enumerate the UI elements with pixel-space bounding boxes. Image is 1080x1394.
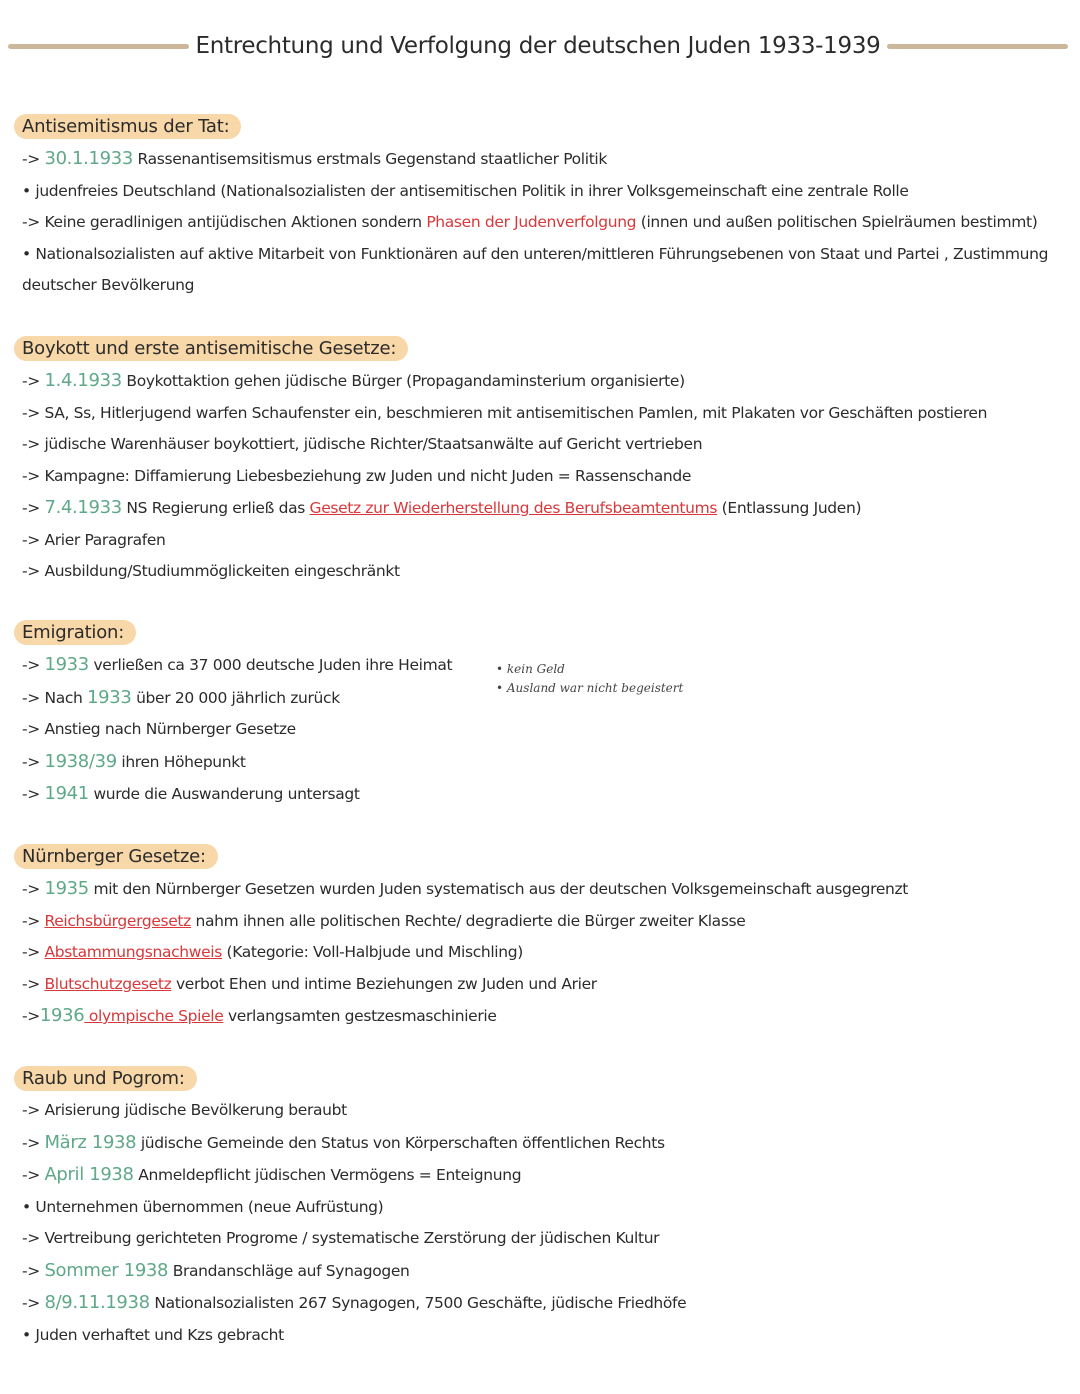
- highlight-term: Gesetz zur Wiederherstellung des Berufsbeamtentums: [309, 499, 718, 517]
- note-line: -> Nach 1933 über 20 000 jährlich zurück: [22, 686, 340, 708]
- title-row: [8, 26, 1068, 66]
- date-mark: 1933: [87, 686, 132, 708]
- note-line: • Juden verhaftet und Kzs gebracht: [22, 1325, 284, 1344]
- date-mark: Sommer 1938: [44, 1259, 169, 1281]
- note-line: -> 1933 verließen ca 37 000 deutsche Juden ihre Heimat: [22, 654, 453, 675]
- page-title: Entrechtung und Verfolgung der deutschen Juden 1933-1939: [195, 33, 881, 59]
- note-line: -> Anstieg nach Nürnberger Gesetze: [22, 720, 296, 738]
- note-line: -> 7.4.1933 NS Regierung erließ das Gesetz zur Wiederherstellung des Berufsbeamtentums (Entlassung Juden): [22, 497, 862, 518]
- note-line: -> 1935 mit den Nürnberger Gesetzen wurden Juden systematisch aus der deutschen Volksgemeinschaft ausgegrenzt: [22, 878, 909, 899]
- date-mark: 1941: [44, 783, 89, 804]
- handwritten-note: • kein Geld • Ausland war nicht begeistert: [496, 662, 684, 695]
- note-line: -> Kampagne: Diffamierung Liebesbeziehung zw Juden und nicht Juden = Rassenschande: [22, 466, 692, 485]
- note-line: -> 1941 wurde die Auswanderung untersagt: [22, 783, 360, 804]
- note-line: -> 8/9.11.1938 Nationalsozialisten 267 Synagogen, 7500 Geschäfte, jüdische Friedhöfe: [22, 1292, 687, 1313]
- note-line: -> April 1938 Anmeldepflicht jüdischen Vermögens = Enteignung: [22, 1164, 522, 1185]
- note-line: • Nationalsozialisten auf aktive Mitarbeit von Funktionären auf den unteren/mittleren Führungsebenen von Staat und Partei , Zustimmung deutscher Bevölkerung: [22, 244, 1049, 294]
- section-nuernberger-gesetze: [14, 844, 1064, 1033]
- note-line: -> Sommer 1938 Brandanschläge auf Synagogen: [22, 1259, 410, 1281]
- note-line: -> SA, Ss, Hitlerjugend warfen Schaufenster ein, beschmieren mit antisemitischen Pamlen, mit Plakaten vor Geschäften postieren: [22, 403, 988, 422]
- date-mark: 1935: [44, 878, 89, 899]
- note-line: -> Arier Paragrafen: [22, 530, 166, 549]
- highlight-term: Abstammungsnachweis: [44, 943, 222, 961]
- section-heading: Raub und Pogrom:: [14, 1066, 197, 1091]
- section-heading: Nürnberger Gesetze:: [14, 844, 218, 869]
- date-mark: 1938/39: [44, 750, 117, 772]
- highlight-term: Phasen der Judenverfolgung: [426, 213, 637, 231]
- note-line: -> März 1938 jüdische Gemeinde den Status von Körperschaften öffentlichen Rechts: [22, 1131, 665, 1153]
- date-mark: März 1938: [44, 1131, 137, 1153]
- date-mark: April 1938: [44, 1164, 134, 1185]
- date-mark: 1.4.1933: [44, 370, 122, 391]
- section-heading: Antisemitismus der Tat:: [14, 114, 241, 139]
- note-line: -> jüdische Warenhäuser boykottiert, jüdische Richter/Staatsanwälte auf Gericht vertrieben: [22, 435, 703, 453]
- highlight-term: olympische Spiele: [84, 1007, 224, 1025]
- section-heading: Boykott und erste antisemitische Gesetze:: [14, 336, 408, 361]
- date-mark: 1936: [39, 1005, 85, 1026]
- note-line: • judenfreies Deutschland (Nationalsozialisten der antisemitischen Politik in ihrer Volksgemeinschaft eine zentrale Rolle: [22, 181, 909, 200]
- note-line: -> Blutschutzgesetz verbot Ehen und intime Beziehungen zw Juden und Arier: [22, 974, 597, 993]
- note-line: -> Abstammungsnachweis (Kategorie: Voll-Halbjude und Mischling): [22, 943, 523, 961]
- title-rule-right: [887, 44, 1068, 49]
- note-line: -> Vertreibung gerichteten Progrome / systematische Zerstörung der jüdischen Kultur: [22, 1229, 660, 1247]
- note-line: -> Arisierung jüdische Bevölkerung beraubt: [22, 1101, 347, 1119]
- date-mark: 7.4.1933: [44, 497, 122, 518]
- note-line: -> Reichsbürgergesetz nahm ihnen alle politischen Rechte/ degradierte die Bürger zweiter Klasse: [22, 911, 746, 930]
- title-rule-left: [8, 44, 189, 49]
- section-heading: Emigration:: [14, 620, 136, 645]
- date-mark: 1933: [44, 654, 89, 675]
- note-line: -> 1938/39 ihren Höhepunkt: [22, 750, 246, 772]
- note-line: -> Keine geradlinigen antijüdischen Aktionen sondern Phasen der Judenverfolgung (innen und außen politischen Spielräumen bestimmt): [22, 213, 1038, 231]
- section-raub-und-pogrom: [14, 1066, 1064, 1351]
- note-line: -> 30.1.1933 Rassenantisemsitismus erstmals Gegenstand staatlicher Politik: [22, 148, 608, 169]
- note-line: ->1936 olympische Spiele verlangsamten gestzesmaschinierie: [22, 1005, 497, 1026]
- section-antisemitismus: [14, 114, 1064, 301]
- note-line: -> 1.4.1933 Boykottaktion gehen jüdische Bürger (Propagandaminsterium organisierte): [22, 370, 685, 391]
- note-line: -> Ausbildung/Studiummöglickeiten eingeschränkt: [22, 562, 400, 580]
- note-line: • Unternehmen übernommen (neue Aufrüstung): [22, 1197, 384, 1216]
- section-boykott: [14, 336, 1064, 588]
- date-mark: 30.1.1933: [44, 148, 133, 169]
- date-mark: 8/9.11.1938: [44, 1292, 150, 1313]
- highlight-term: Reichsbürgergesetz: [44, 911, 191, 930]
- section-emigration: [14, 620, 1064, 811]
- highlight-term: Blutschutzgesetz: [44, 974, 172, 993]
